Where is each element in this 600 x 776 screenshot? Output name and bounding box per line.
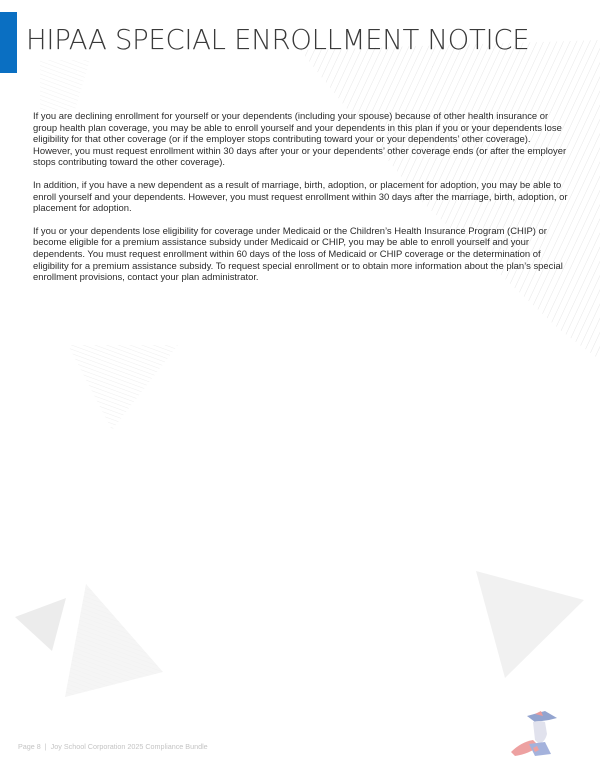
patriot-mascot-icon bbox=[505, 708, 565, 763]
triangle-decoration bbox=[476, 571, 584, 678]
triangle-decoration bbox=[15, 598, 66, 651]
page-footer bbox=[18, 742, 208, 751]
title-accent-bar bbox=[0, 12, 17, 73]
paragraph-new-dependent: In addition, if you have a new dependent as a result of marriage, birth, adoption, or placement for adoption, you may be able to enroll yourself and your dependents. However, you must request enrollment within 30 days after the marriage, birth, adoption, or placement for adoption. bbox=[33, 179, 568, 215]
footer-separator: | bbox=[44, 742, 47, 751]
document-name: Joy School Corporation 2025 Compliance Bundle bbox=[50, 742, 208, 751]
paragraph-declining-enrollment: If you are declining enrollment for yourself or your dependents (including your spouse) because of other health insurance or group health plan coverage, you may be able to enroll yourself and your dependents in this plan if you or your dependents lose eligibility for that other coverage (or if the employer stops contributing toward your or your dependents’ other coverage). However, you must request enrollment within 30 days after your or your dependents’ other coverage ends (or after the employer stops contributing toward the other coverage). bbox=[33, 111, 567, 169]
page-title: HIPAA SPECIAL ENROLLMENT NOTICE bbox=[26, 24, 530, 56]
notice-body bbox=[33, 111, 568, 295]
triangle-decoration bbox=[68, 345, 178, 430]
paragraph-medicaid-chip: If you or your dependents lose eligibility for coverage under Medicaid or the Children’s Health Insurance Program (CHIP) or become eligible for a premium assistance subsidy under Medicaid or CHIP, you may be able to enroll yourself and your dependents. You must request enrollment within 60 days of the loss of Medicaid or CHIP coverage or the determination of eligibility for a premium assistance subsidy. To request special enrollment or to obtain more information about the plan’s special enrollment provisions, contact your plan administrator. bbox=[33, 225, 563, 284]
page-number: Page 8 bbox=[18, 742, 41, 751]
